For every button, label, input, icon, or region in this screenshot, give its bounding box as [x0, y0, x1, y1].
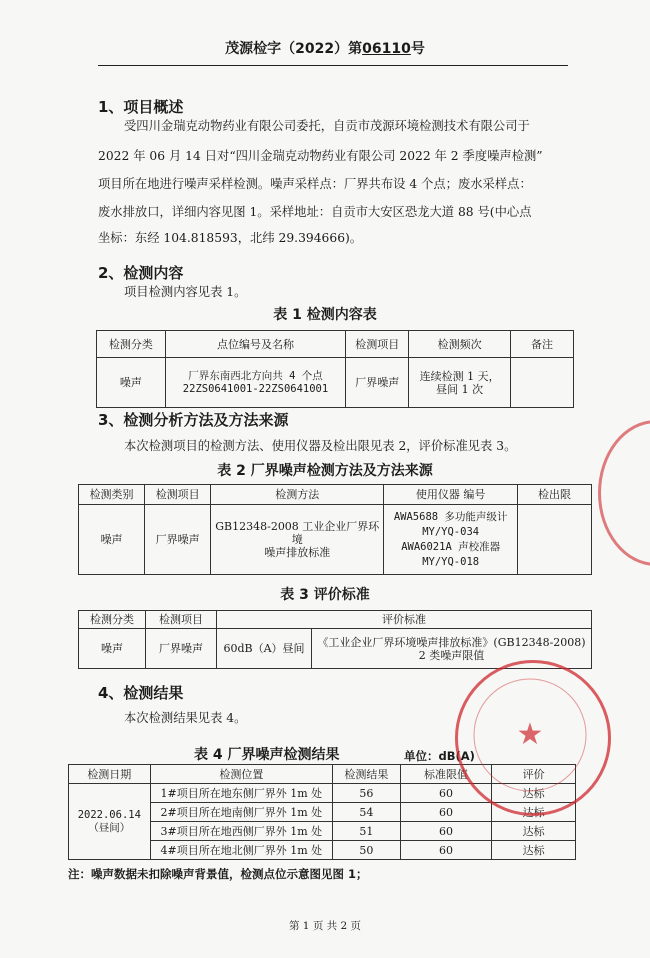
t1-frequency-line: 连续检测 1 天， [419, 369, 500, 383]
s1-line-4: 废水排放口，详细内容见图 1。采样地址：自贡市大安区恐龙大道 88 号(中心点 [98, 205, 532, 219]
t4-header: 评价 [492, 765, 576, 784]
t4-date [69, 784, 151, 860]
t2-method-line: 噪声排放标准 [264, 546, 331, 559]
section-2-title: 2、检测内容 [98, 264, 184, 282]
t1-point-code: 22ZS0641001-22ZS0641001 [182, 382, 329, 395]
t2-instrument-line: AWA6021A 声校准器 [401, 540, 501, 553]
t1-point [165, 358, 346, 408]
t4-result: 54 [333, 803, 401, 822]
t4-header: 检测日期 [69, 765, 151, 784]
company-seal-icon [455, 660, 611, 816]
t4-header: 检测结果 [333, 765, 401, 784]
t3-item: 厂界噪声 [146, 629, 217, 669]
table-3-caption: 表 3 评价标准 [280, 587, 370, 603]
section-1-title: 1、项目概述 [98, 98, 184, 116]
t3-standard-line: 《工业企业厂界环境噪声排放标准》(GB12348-2008) [317, 635, 586, 649]
t1-point-line: 厂界东南西北方向共 4 个点 [188, 369, 323, 382]
t1-category: 噪声 [97, 358, 166, 408]
t4-result: 51 [333, 822, 401, 841]
table-1 [96, 330, 574, 408]
t4-limit: 60 [400, 841, 492, 860]
page-footer: 第 1 页 共 2 页 [288, 920, 362, 932]
t4-result: 50 [333, 841, 401, 860]
t2-instrument-line: MY/YQ-018 [422, 555, 480, 568]
t3-category: 噪声 [79, 629, 146, 669]
table-4-caption: 表 4 厂界噪声检测结果 [194, 747, 340, 763]
t4-location: 1#项目所在地东侧厂界外 1m 处 [150, 784, 332, 803]
t3-header: 检测分类 [79, 611, 146, 629]
t2-header: 检测项目 [145, 485, 211, 505]
t4-header: 标准限值 [400, 765, 492, 784]
report-number-value: 06110 [362, 41, 411, 57]
t2-instrument-line: MY/YQ-034 [422, 525, 480, 538]
report-number-suffix: 号 [410, 41, 425, 57]
s1-line-2: 2022 年 06 月 14 日对“四川金瑞克动物药业有限公司 2022 年 2 季度噪声检测” [98, 149, 543, 163]
t4-limit: 60 [400, 803, 492, 822]
s4-line: 本次检测结果见表 4。 [124, 711, 247, 725]
t4-eval: 达标 [492, 803, 576, 822]
s3-line: 本次检测项目的检测方法、使用仪器及检出限见表 2，评价标准见表 3。 [124, 439, 517, 453]
t2-header: 使用仪器 编号 [384, 485, 518, 505]
t3-header: 评价标准 [217, 611, 592, 629]
t1-header: 备注 [511, 331, 574, 358]
perforation-seal-icon [598, 420, 650, 566]
section-3-title: 3、检测分析方法及方法来源 [98, 411, 289, 429]
report-number [0, 38, 650, 58]
t4-eval: 达标 [492, 784, 576, 803]
t4-eval: 达标 [492, 822, 576, 841]
t3-standard-line: 2 类噪声限值 [418, 648, 485, 662]
section-4-title: 4、检测结果 [98, 684, 184, 702]
t4-date-period: （昼间） [88, 821, 131, 834]
report-number-prefix: 茂源检字（2022）第 [225, 41, 363, 57]
s1-line-5: 坐标：东经 104.818593，北纬 29.394666)。 [98, 231, 363, 245]
t2-header: 检出限 [517, 485, 591, 505]
table-2-caption: 表 2 厂界噪声检测方法及方法来源 [217, 463, 433, 479]
s1-line-3: 项目所在地进行噪声采样检测。噪声采样点：厂界共布设 4 个点；废水采样点： [98, 177, 532, 191]
t2-category: 噪声 [79, 505, 145, 575]
t1-header: 检测频次 [409, 331, 511, 358]
t1-frequency-line: 昼间 1 次 [436, 382, 484, 396]
s2-line: 项目检测内容见表 1。 [124, 285, 247, 299]
t3-header: 检测项目 [146, 611, 217, 629]
t2-limit [517, 505, 591, 575]
t2-method [211, 505, 384, 575]
t4-location: 3#项目所在地西侧厂界外 1m 处 [150, 822, 332, 841]
t2-instruments [384, 505, 518, 575]
svg-text:★: ★ [516, 717, 544, 752]
t1-item: 厂界噪声 [346, 358, 409, 408]
t4-result: 56 [333, 784, 401, 803]
s1-line-1: 受四川金瑞克动物药业有限公司委托，自贡市茂源环境检测技术有限公司于 [124, 119, 530, 133]
table-4-unit: 单位：dB(A) [404, 749, 475, 763]
t1-header: 检测分类 [97, 331, 166, 358]
table-4-note: 注：噪声数据未扣除噪声背景值，检测点位示意图见图 1； [68, 867, 368, 881]
t1-header: 点位编号及名称 [165, 331, 346, 358]
header-divider [98, 65, 568, 66]
t4-location: 4#项目所在地北侧厂界外 1m 处 [150, 841, 332, 860]
t1-frequency [409, 358, 511, 408]
t2-instrument-line: AWA5688 多功能声级计 [393, 510, 508, 523]
t1-header: 检测项目 [346, 331, 409, 358]
t2-method-line: GB12348-2008 工业企业厂界环境 [215, 520, 380, 546]
table-1-caption: 表 1 检测内容表 [273, 307, 377, 323]
t3-limit: 60dB（A）昼间 [217, 629, 312, 669]
t4-limit: 60 [400, 822, 492, 841]
t2-header: 检测方法 [211, 485, 384, 505]
t4-eval: 达标 [492, 841, 576, 860]
t2-header: 检测类别 [79, 485, 145, 505]
t1-remark [511, 358, 574, 408]
t4-date-line: 2022.06.14 [77, 808, 141, 821]
t4-limit: 60 [400, 784, 492, 803]
t4-location: 2#项目所在地南侧厂界外 1m 处 [150, 803, 332, 822]
table-2 [78, 484, 592, 575]
t2-item: 厂界噪声 [145, 505, 211, 575]
t4-header: 检测位置 [150, 765, 332, 784]
